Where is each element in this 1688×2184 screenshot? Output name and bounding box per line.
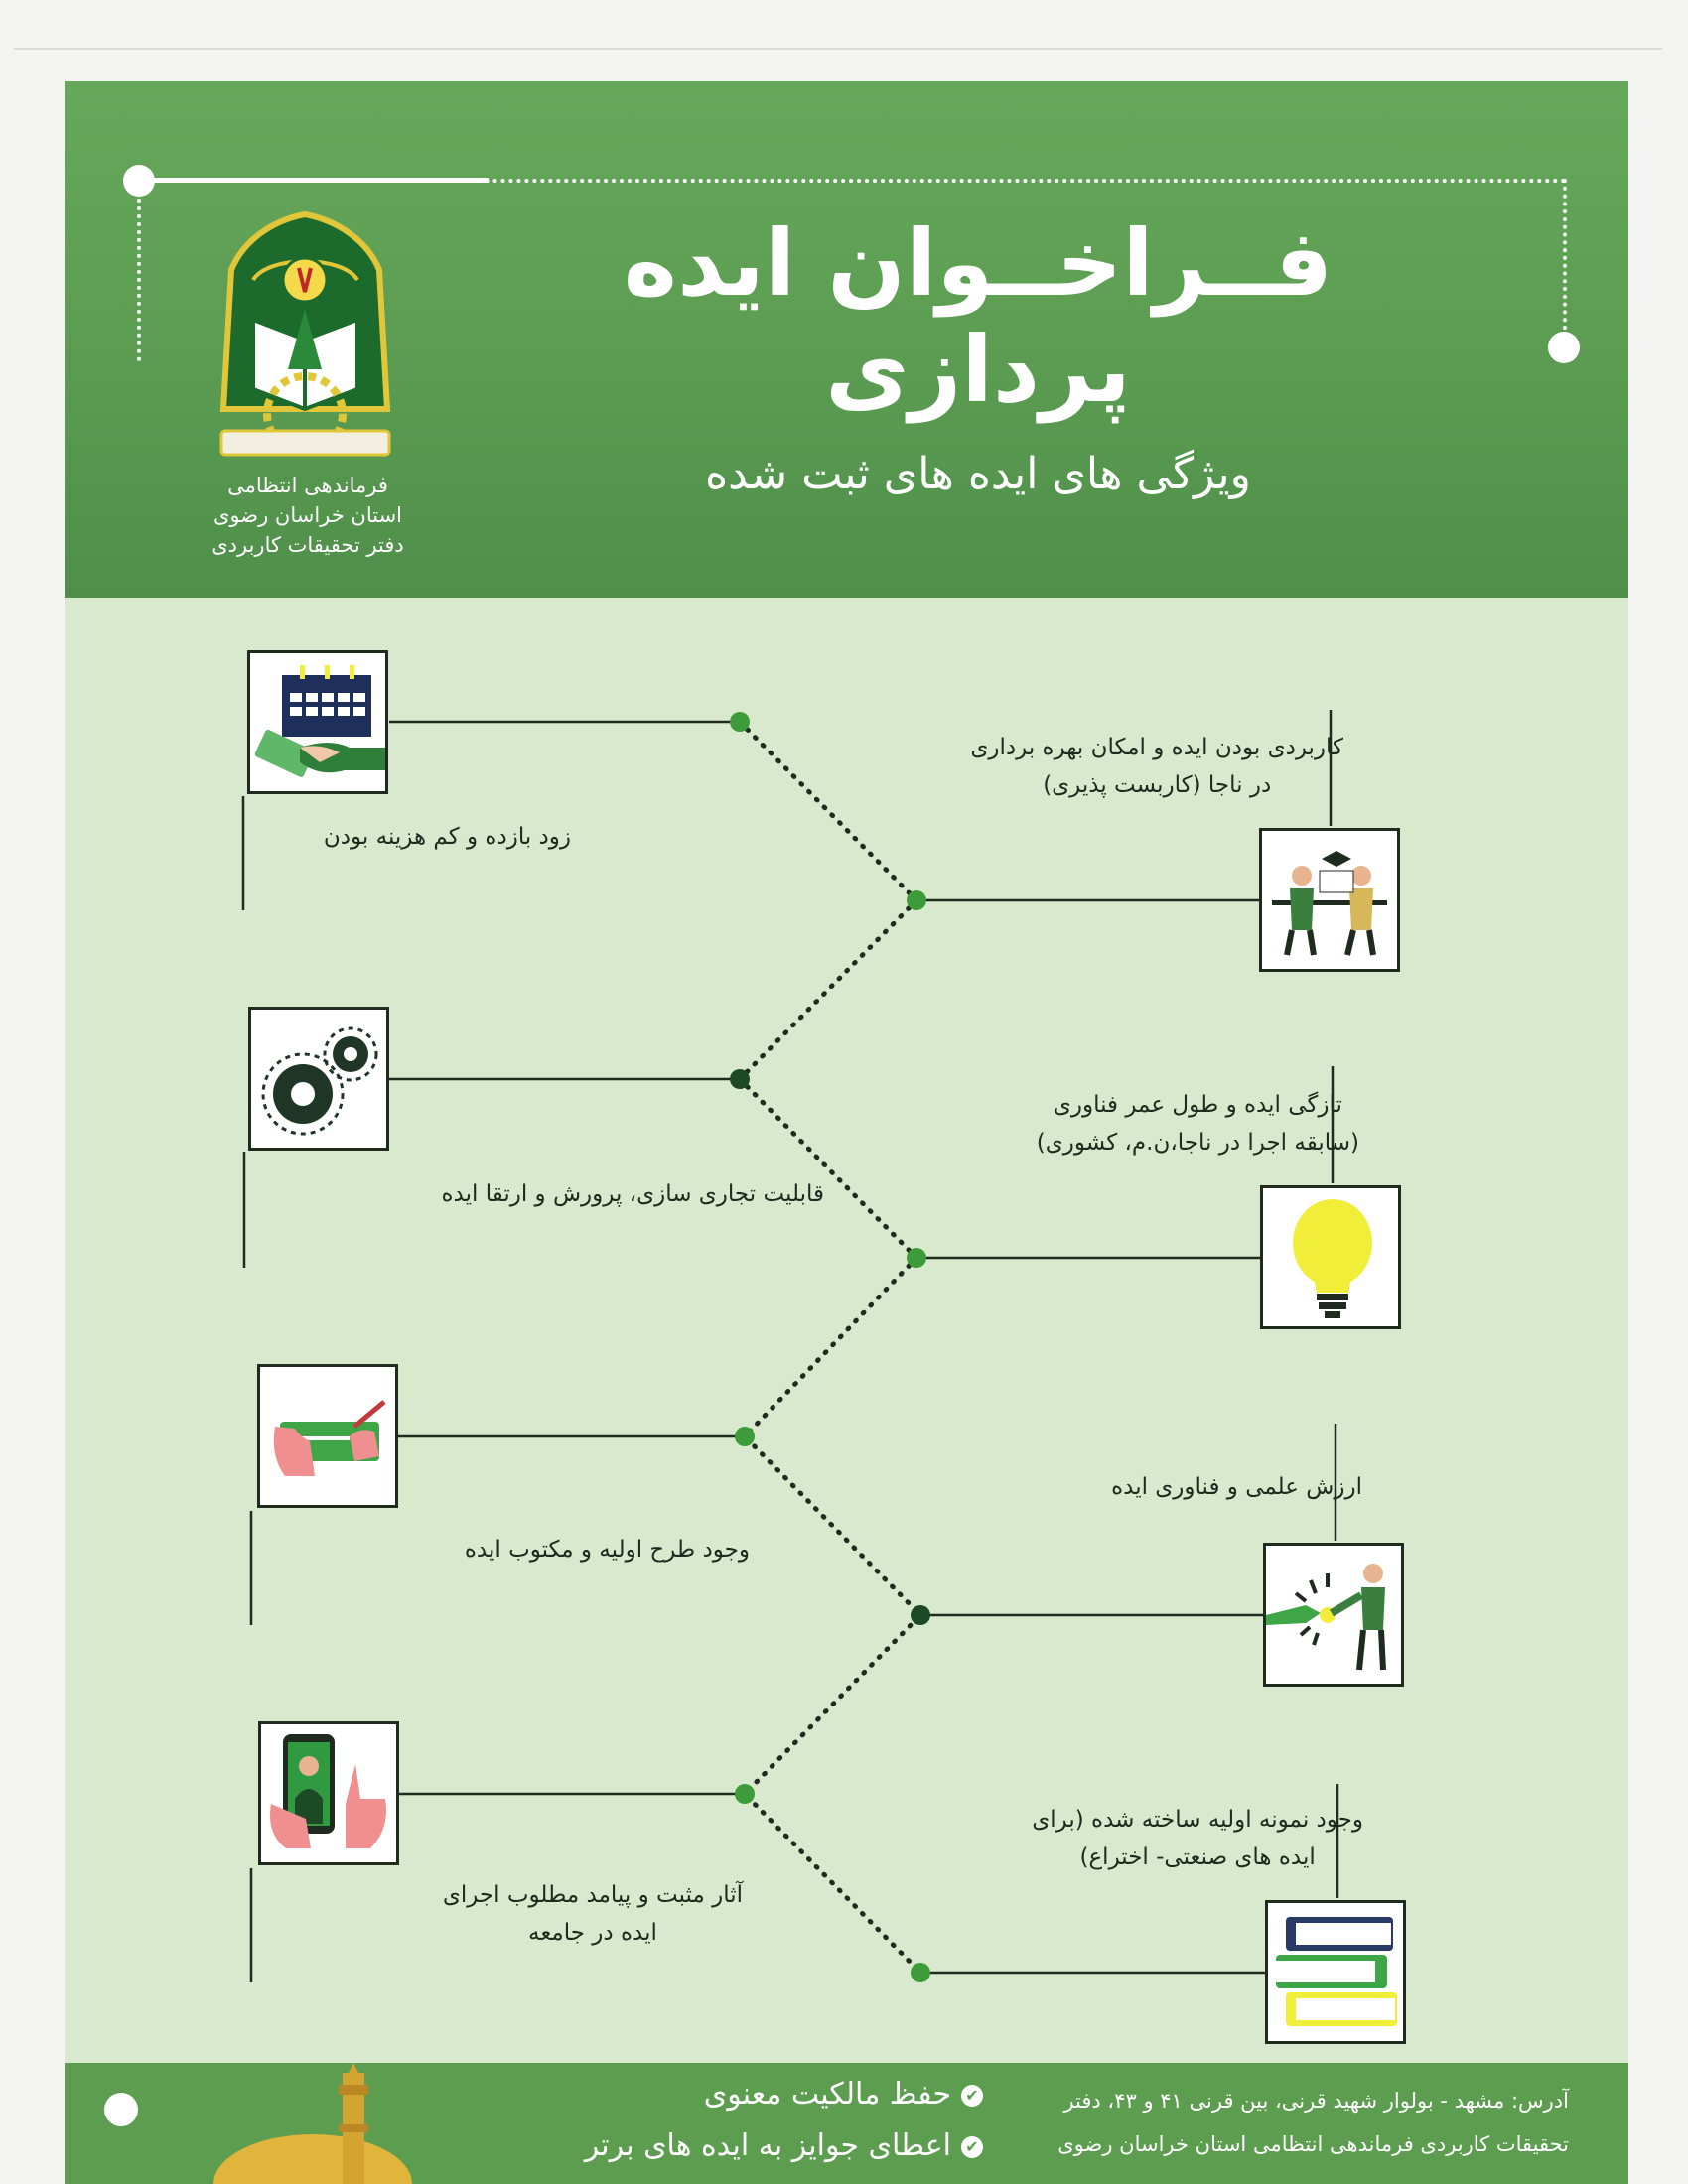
- benefit-text: حفظ مالکیت معنوی: [703, 2077, 951, 2112]
- handshake-idea-icon: [1263, 1543, 1404, 1687]
- footer-banner: [65, 2063, 1628, 2184]
- label-line: وجود طرح اولیه و مکتوب ایده: [464, 1537, 750, 1563]
- shrine-icon: [194, 2063, 422, 2184]
- organization-line: فرماندهی انتظامی: [227, 474, 388, 497]
- header-banner: [65, 81, 1628, 598]
- right-item-label: [1037, 1086, 1359, 1161]
- books-icon: [1265, 1900, 1406, 2044]
- node-dot: [730, 1069, 750, 1089]
- phone-thumbs-up-icon: [258, 1721, 399, 1865]
- label-line: ایده در جامعه: [528, 1920, 657, 1946]
- header-frame-solid: [137, 178, 489, 183]
- label-line: آثار مثبت و پیامد مطلوب اجرای: [442, 1882, 743, 1908]
- dotted-zigzag-path: [740, 722, 920, 1973]
- gears-icon: [248, 1007, 389, 1151]
- left-item-label: [324, 818, 571, 856]
- header-frame-right: [1563, 179, 1567, 338]
- header-dot-left: [123, 165, 155, 197]
- address-line: آدرس: مشهد - بولوار شهید قرنی، بین قرنی ۴۱ و ۴۳، دفتر: [1063, 2089, 1569, 2113]
- header-frame-left: [137, 183, 141, 361]
- check-icon: ✔: [961, 2136, 983, 2158]
- label-line: ارزش علمی و فناوری ایده: [1111, 1474, 1362, 1500]
- benefit-item: [585, 2128, 983, 2163]
- hands-writing-icon: [257, 1364, 398, 1508]
- benefit-text: اعطای جوایز به ایده های برتر: [584, 2128, 951, 2163]
- benefit-item: [704, 2077, 983, 2112]
- address-line: تحقیقات کاربردی فرماندهی انتظامی استان خراسان رضوی: [1057, 2132, 1569, 2156]
- right-item-label: [1032, 1801, 1363, 1876]
- left-item-label: [443, 1876, 743, 1952]
- calendar-money-icon: [247, 650, 388, 794]
- label-line: در ناجا (کاربست پذیری): [1043, 772, 1272, 798]
- address-block: [1057, 2079, 1569, 2166]
- poster: [65, 81, 1628, 2184]
- label-line: کاربردی بودن ایده و امکان بهره برداری: [970, 735, 1343, 760]
- organization-name: [184, 471, 432, 560]
- node-dot: [907, 890, 926, 910]
- scan-edge-line: [14, 48, 1662, 50]
- node-dot: [735, 1427, 755, 1446]
- page-subtitle: ویژگی های ایده های ثبت شده: [705, 449, 1251, 499]
- right-item-label: [1111, 1468, 1362, 1506]
- label-line: تازگی ایده و طول عمر فناوری: [1053, 1092, 1342, 1118]
- header-dot-right: [1548, 332, 1580, 363]
- label-line: ایده های صنعتی- اختراع): [1079, 1844, 1316, 1870]
- right-item-label: [970, 729, 1343, 804]
- node-dot: [911, 1963, 930, 1982]
- organization-line: دفتر تحقیقات کاربردی: [211, 533, 404, 557]
- node-dot: [730, 712, 750, 732]
- node-dot: [735, 1784, 755, 1804]
- organization-line: استان خراسان رضوی: [212, 503, 402, 527]
- people-meeting-icon: [1259, 828, 1400, 972]
- node-dot: [907, 1248, 926, 1268]
- label-line: زود بازده و کم هزینه بودن: [323, 824, 571, 850]
- label-line: (سابقه اجرا در ناجا،ن.م، کشوری): [1036, 1130, 1359, 1156]
- check-icon: ✔: [961, 2085, 983, 2107]
- label-line: قابلیت تجاری سازی، پرورش و ارتقا ایده: [441, 1181, 824, 1207]
- label-line: وجود نمونه اولیه ساخته شده (برای: [1032, 1807, 1363, 1833]
- police-emblem-icon: [213, 210, 397, 459]
- node-dot: [911, 1605, 930, 1625]
- left-item-label: [465, 1531, 750, 1569]
- footer-dot: [104, 2093, 138, 2126]
- lightbulb-icon: [1260, 1185, 1401, 1329]
- left-item-label: [441, 1175, 824, 1213]
- page-title: فــراخــوان ایده پردازی: [623, 210, 1334, 423]
